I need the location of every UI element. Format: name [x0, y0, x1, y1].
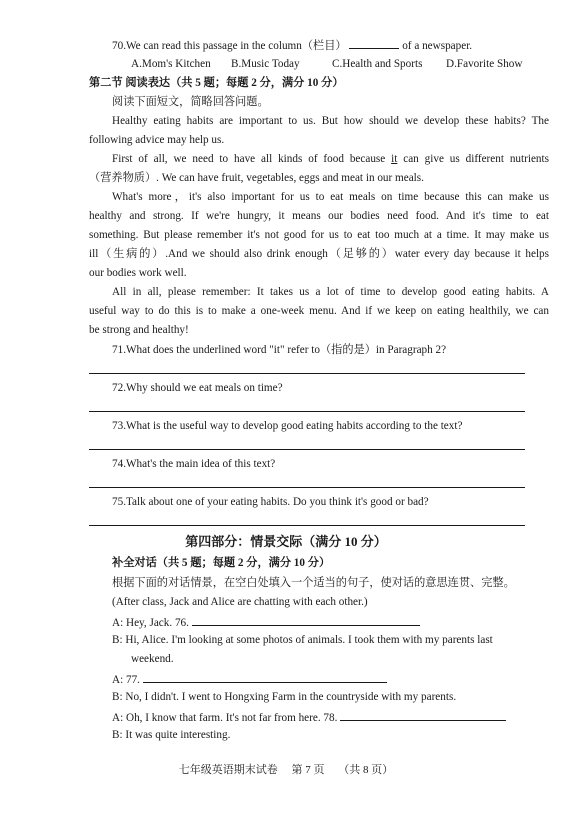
option-a: A.Mom's Kitchen [131, 58, 211, 70]
passage-p3-line: ill（生病的）.And we should also drink enough（足够的）water every day because it helps [89, 248, 549, 260]
dialogue-context: (After class, Jack and Alice are chatting with each other.) [112, 596, 368, 608]
passage-p2-line: （营养物质）. We can have fruit, vegetables, eggs and meat in our meals. [89, 172, 424, 184]
question-72: 72.Why should we eat meals on time? [112, 382, 283, 394]
question-71: 71.What does the underlined word "it" refer to（指的是）in Paragraph 2? [112, 344, 447, 356]
passage-p1-line: following advice may help us. [89, 134, 225, 146]
answer-line-74[interactable] [89, 487, 525, 488]
part-heading: 补全对话（共 5 题；每题 2 分，满分 10 分） [112, 557, 331, 569]
answer-line-73[interactable] [89, 449, 525, 450]
answer-line-72[interactable] [89, 411, 525, 412]
answer-line-75[interactable] [89, 525, 525, 526]
answer-blank-78[interactable] [340, 709, 506, 721]
option-d: D.Favorite Show [446, 58, 523, 70]
underlined-word-it: it [391, 153, 398, 165]
passage-p4-line: All in all, please remember: It takes us a lot of time to develop good eating habits. A [112, 286, 549, 298]
passage-p3-line: our bodies work well. [89, 267, 187, 279]
question-70-stem-end: of a newspaper. [402, 40, 473, 52]
question-70-stem: 70.We can read this passage in the column（栏目） [112, 40, 347, 52]
answer-blank-70[interactable] [349, 37, 399, 49]
passage-p3-line: healthy and strong. If we're hungry, it means our bodies need food. And it's time to eat [89, 210, 549, 222]
part-title: 第四部分：情景交际（满分 10 分） [185, 534, 387, 549]
question-74: 74.What's the main idea of this text? [112, 458, 276, 470]
dialogue-line-a2: A: 77. [112, 671, 387, 687]
passage-p3-line: What's more，it's also important for us to eat meals on time because this can make us [112, 191, 549, 203]
question-75: 75.Talk about one of your eating habits. Do you think it's good or bad? [112, 496, 429, 508]
answer-line-71[interactable] [89, 373, 525, 374]
question-73: 73.What is the useful way to develop good eating habits according to the text? [112, 420, 463, 432]
dialogue-line-a1: A: Hey, Jack. 76. [112, 614, 420, 630]
passage-p2-line: First of all, we need to have all kinds of food because it can give us different nutrients [112, 153, 549, 165]
dialogue-line-a3: A: Oh, I know that farm. It's not far from here. 78. [112, 709, 506, 725]
dialogue-line-b1: B: Hi, Alice. I'm looking at some photos of animals. I took them with my parents last [112, 634, 493, 646]
section-instruction: 阅读下面短文，简略回答问题。 [112, 96, 269, 108]
option-b: B.Music Today [231, 58, 300, 70]
dialogue-line-b3: B: It was quite interesting. [112, 729, 231, 741]
passage-p3-line: something. But please remember it's not good for us to eat too much at a time. It may make us [89, 229, 549, 241]
question-70 [112, 37, 472, 53]
answer-blank-77[interactable] [143, 671, 387, 683]
passage-p1-line: Healthy eating habits are important to us. But how should we develop these habits? The [112, 115, 549, 127]
answer-blank-76[interactable] [192, 614, 420, 626]
section-heading: 第二节 阅读表达（共 5 题；每题 2 分，满分 10 分） [89, 77, 344, 89]
page-footer: 七年级英语期末试卷 第 7 页 （共 8 页） [178, 764, 394, 776]
option-c: C.Health and Sports [332, 58, 423, 70]
dialogue-line-b1-cont: weekend. [131, 653, 174, 665]
passage-p4-line: be strong and healthy! [89, 324, 189, 336]
dialogue-line-b2: B: No, I didn't. I went to Hongxing Farm in the countryside with my parents. [112, 691, 457, 703]
passage-p4-line: useful way to do this is to make a one-week menu. And if we keep on eating healthily, we can [89, 305, 549, 317]
part-instruction: 根据下面的对话情景，在空白处填入一个适当的句子，使对话的意思连贯、完整。 [112, 577, 515, 589]
